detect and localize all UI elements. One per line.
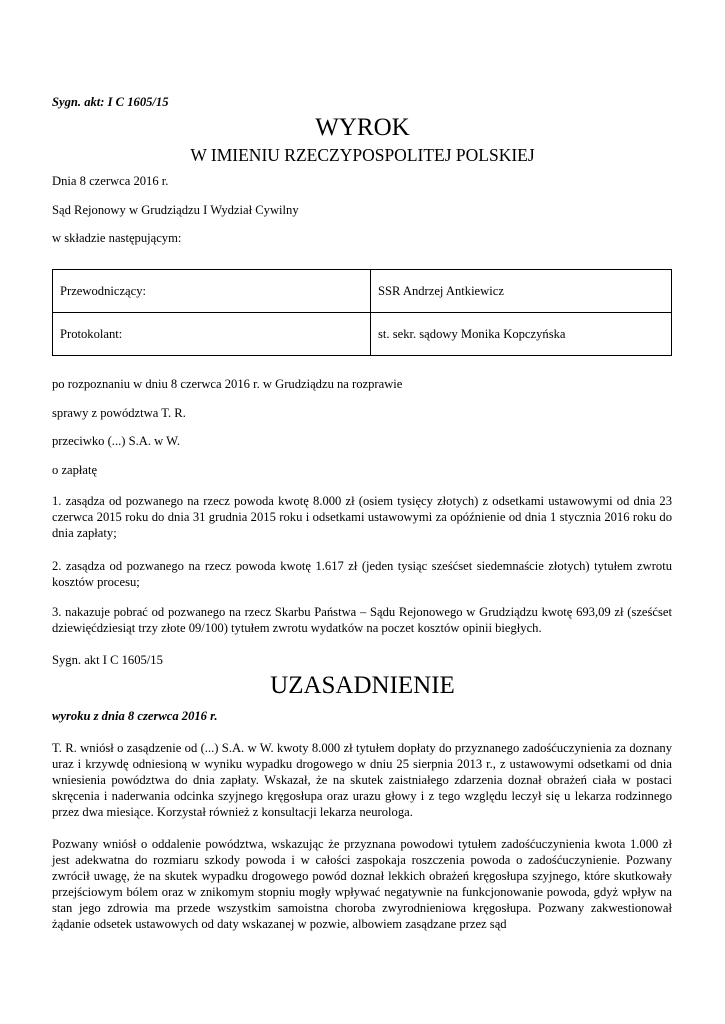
justification-subtitle: wyroku z dnia 8 czerwca 2016 r. xyxy=(52,709,218,723)
verdict-title: WYROK xyxy=(315,114,410,141)
verdict-date: Dnia 8 czerwca 2016 r. xyxy=(52,174,169,188)
table-row xyxy=(53,270,672,313)
justification-paragraph: T. R. wniósł o zasądzenie od (...) S.A. w W. kwoty 8.000 zł tytułem dopłaty do przyznanego zadośćuczynienia za doznany uraz i krzywdę odniesioną w wyniku wypadku drogowego w dniu 25 sierpnia 2013 r., z ustawowymi odsetkami od dnia wniesienia powództwa do dnia zapłaty. Wskazał, że na skutek zaistniałego zdarzenia doznał obrażeń ciała w postaci skręcenia i naderwania odcinka szyjnego kręgosłupa oraz urazu głowy i z tego względu leczył się u lekarza rodzinnego przez dwa miesiące. Korzystał również z konsultacji lekarza neurologa. xyxy=(52,741,672,819)
panel-role-cell: Protokolant: xyxy=(53,313,371,356)
justification-title: UZASADNIENIE xyxy=(270,672,455,699)
panel-person-cell: SSR Andrzej Antkiewicz xyxy=(371,270,672,313)
court-panel-table xyxy=(52,269,672,356)
ruling-item: 1. zasądza od pozwanego na rzecz powoda kwotę 8.000 zł (osiem tysięcy złotych) z odsetkami ustawowymi od dnia 23 czerwca 2015 roku do dnia 31 grudnia 2015 roku i odsetkami ustawowymi za opóźnienie od dnia 1 stycznia 2016 roku do dnia zapłaty; xyxy=(52,494,672,540)
verdict-subtitle: W IMIENIU RZECZYPOSPOLITEJ POLSKIEJ xyxy=(190,145,535,165)
ruling-item: 2. zasądza od pozwanego na rzecz powoda kwotę 1.617 zł (jeden tysiąc sześćset siedemnaście złotych) tytułem zwrotu kosztów procesu; xyxy=(52,559,672,589)
plaintiff-info: sprawy z powództwa T. R. xyxy=(52,406,186,420)
case-subject: o zapłatę xyxy=(52,463,98,477)
court-name: Sąd Rejonowy w Grudziądzu I Wydział Cywilny xyxy=(52,203,299,217)
defendant-info: przeciwko (...) S.A. w W. xyxy=(52,434,181,448)
case-reference: Sygn. akt: I C 1605/15 xyxy=(52,95,169,109)
composition-intro: w składzie następującym: xyxy=(52,231,182,245)
table-row xyxy=(53,313,672,356)
justification-case-reference: Sygn. akt I C 1605/15 xyxy=(52,653,163,667)
panel-role-cell: Przewodniczący: xyxy=(53,270,371,313)
ruling-item: 3. nakazuje pobrać od pozwanego na rzecz Skarbu Państwa – Sądu Rejonowego w Grudziądzu kwotę 693,09 zł (sześćset dziewięćdziesiąt trzy złote 09/100) tytułem zwrotu wydatków na poczet kosztów opinii biegłych. xyxy=(52,605,672,635)
hearing-info: po rozpoznaniu w dniu 8 czerwca 2016 r. w Grudziądzu na rozprawie xyxy=(52,377,403,391)
justification-paragraph: Pozwany wniósł o oddalenie powództwa, wskazując że przyznana powodowi tytułem zadośćuczynienia kwota 1.000 zł jest adekwatna do rozmiaru szkody powoda i w całości zaspokaja roszczenia powoda o zadośćuczynienie. Pozwany zwrócił uwagę, że na skutek wypadku drogowego powód doznał lekkich obrażeń kręgosłupa szyjnego, które skutkowały przejściowym bólem oraz w znikomym stopniu mogły wpływać negatywnie na funkcjonowanie powoda, gdyż wpływ na stan jego zdrowia ma przede wszystkim samoistna choroba zwyrodnieniowa kręgosłupa. Pozwany zakwestionował żądanie odsetek ustawowych od daty wskazanej w pozwie, albowiem zasądzane przez sąd xyxy=(52,837,672,931)
panel-person-cell: st. sekr. sądowy Monika Kopczyńska xyxy=(371,313,672,356)
